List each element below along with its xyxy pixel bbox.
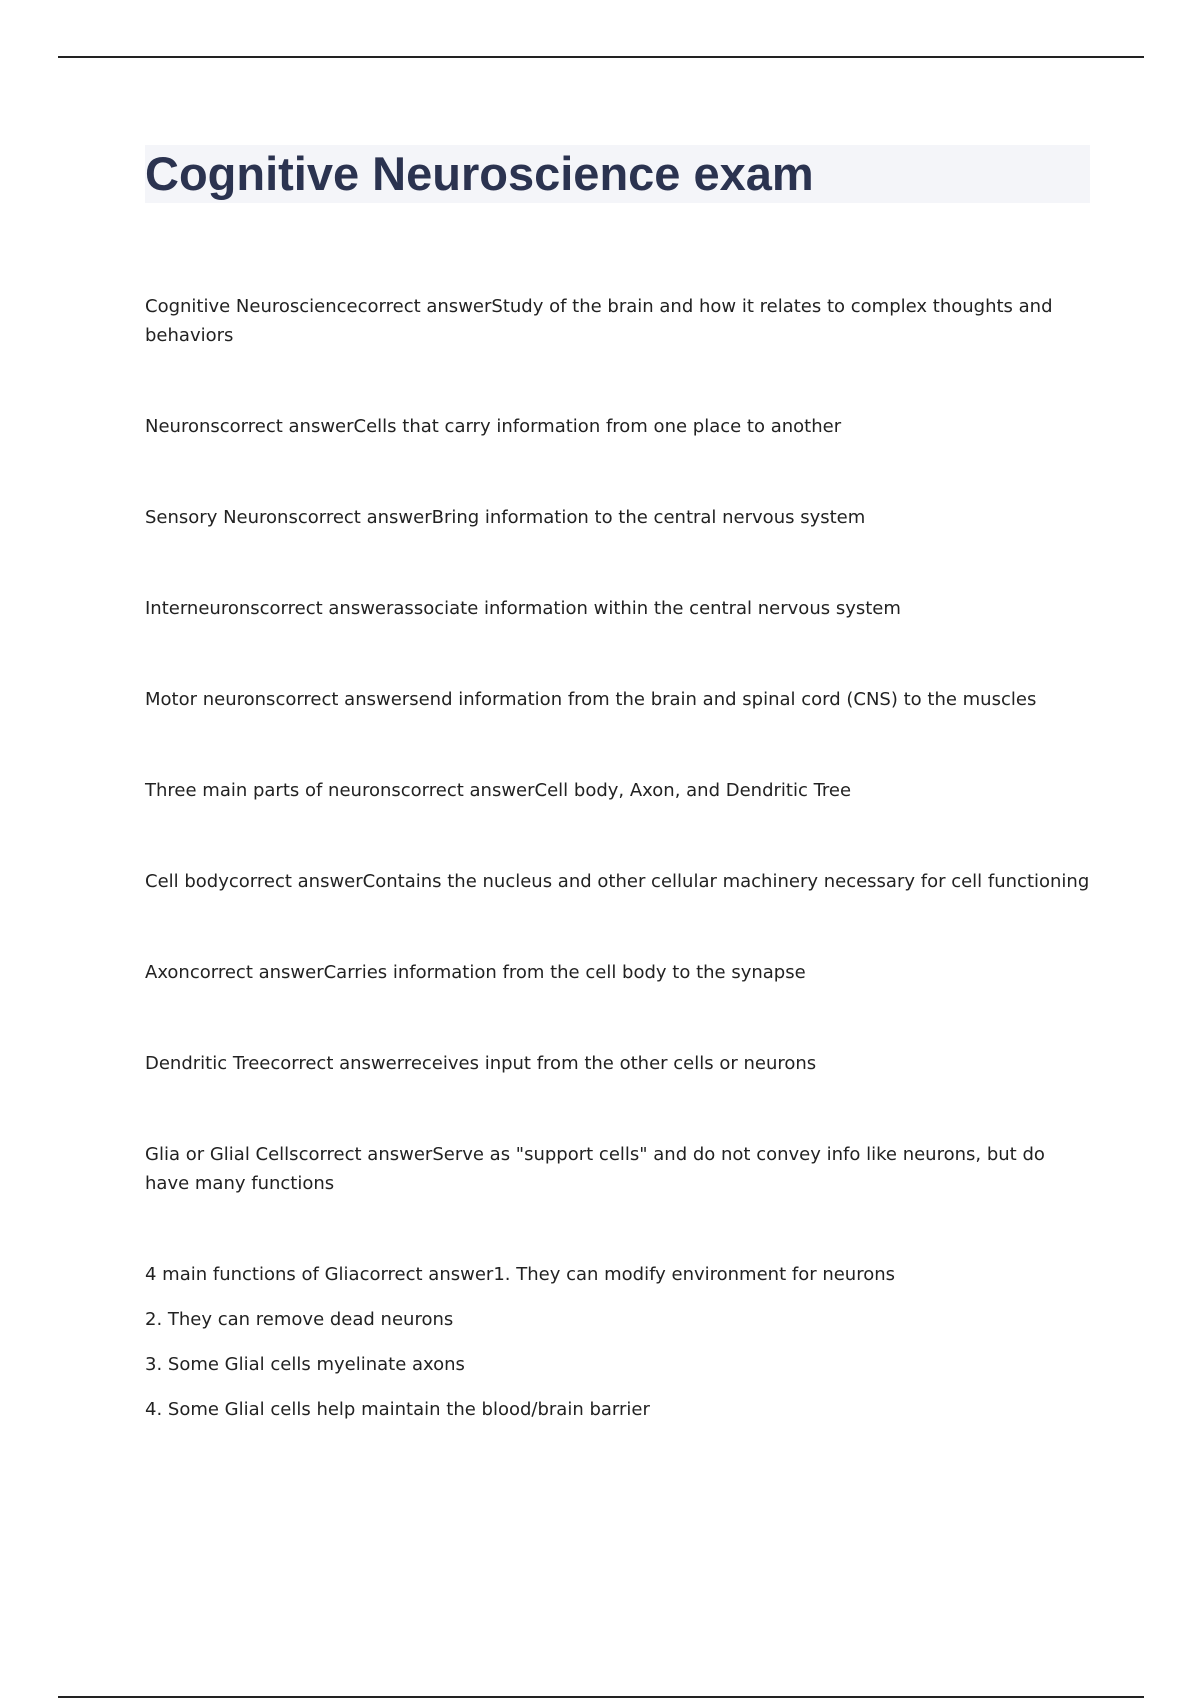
flashcard-entry bbox=[145, 685, 1090, 714]
glia-functions-list bbox=[145, 1305, 1090, 1424]
entry-term: Dendritic Tree bbox=[145, 1053, 271, 1074]
entry-answer: 1. They can modify environment for neurons bbox=[493, 1264, 896, 1285]
answer-marker: correct answer bbox=[228, 871, 363, 892]
entry-answer: send information from the brain and spinal cord (CNS) to the muscles bbox=[409, 689, 1037, 710]
entry-answer: Bring information to the central nervous system bbox=[431, 507, 866, 528]
flashcard-entry bbox=[145, 292, 1090, 350]
entry-answer: receives input from the other cells or neurons bbox=[403, 1053, 817, 1074]
entry-term: 4 main functions of Glia bbox=[145, 1264, 360, 1285]
list-item: 4. Some Glial cells help maintain the blood/brain barrier bbox=[145, 1399, 650, 1420]
entry-term: Axon bbox=[145, 962, 190, 983]
entry-answer: Cell body, Axon, and Dendritic Tree bbox=[534, 780, 852, 801]
entry-term: Cell body bbox=[145, 871, 229, 892]
top-rule bbox=[58, 56, 1144, 58]
answer-marker: correct answer bbox=[297, 507, 432, 528]
answer-marker: correct answer bbox=[359, 1264, 494, 1285]
answer-marker: correct answer bbox=[400, 780, 535, 801]
bottom-rule bbox=[58, 1696, 1144, 1698]
answer-marker: correct answer bbox=[219, 416, 354, 437]
flashcard-entry bbox=[145, 1260, 1090, 1424]
entry-answer: Contains the nucleus and other cellular machinery necessary for cell functioning bbox=[362, 871, 1090, 892]
entry-term: Motor neurons bbox=[145, 689, 276, 710]
answer-marker: correct answer bbox=[189, 962, 324, 983]
flashcard-entry bbox=[145, 412, 1090, 441]
entry-term: Interneurons bbox=[145, 598, 260, 619]
entry-answer: Carries information from the cell body to the synapse bbox=[323, 962, 806, 983]
flashcard-entry bbox=[145, 867, 1090, 896]
answer-marker: correct answer bbox=[298, 1144, 433, 1165]
list-item: 3. Some Glial cells myelinate axons bbox=[145, 1354, 465, 1375]
flashcard-list bbox=[145, 292, 1090, 1440]
entry-term: Cognitive Neuroscience bbox=[145, 296, 358, 317]
page-title: Cognitive Neuroscience exam bbox=[145, 147, 814, 200]
entry-term: Neurons bbox=[145, 416, 220, 437]
entry-answer: Serve as "support cells" and do not convey info like neurons, but do have many functions bbox=[145, 1144, 1045, 1194]
answer-marker: correct answer bbox=[270, 1053, 404, 1074]
entry-answer: associate information within the central nervous system bbox=[393, 598, 901, 619]
entry-answer: Study of the brain and how it relates to complex thoughts and behaviors bbox=[145, 296, 1053, 346]
answer-marker: correct answer bbox=[259, 598, 394, 619]
flashcard-entry bbox=[145, 1140, 1090, 1198]
flashcard-entry bbox=[145, 776, 1090, 805]
entry-term: Sensory Neurons bbox=[145, 507, 298, 528]
flashcard-entry bbox=[145, 1049, 1090, 1078]
title-band bbox=[145, 145, 1090, 203]
entry-term: Three main parts of neurons bbox=[145, 780, 401, 801]
entry-term: Glia or Glial Cells bbox=[145, 1144, 299, 1165]
answer-marker: correct answer bbox=[275, 689, 410, 710]
answer-marker: correct answer bbox=[357, 296, 492, 317]
flashcard-entry bbox=[145, 503, 1090, 532]
list-item: 2. They can remove dead neurons bbox=[145, 1309, 454, 1330]
entry-answer: Cells that carry information from one place to another bbox=[353, 416, 842, 437]
entry-first-line bbox=[145, 1260, 1090, 1289]
flashcard-entry bbox=[145, 594, 1090, 623]
flashcard-entry bbox=[145, 958, 1090, 987]
